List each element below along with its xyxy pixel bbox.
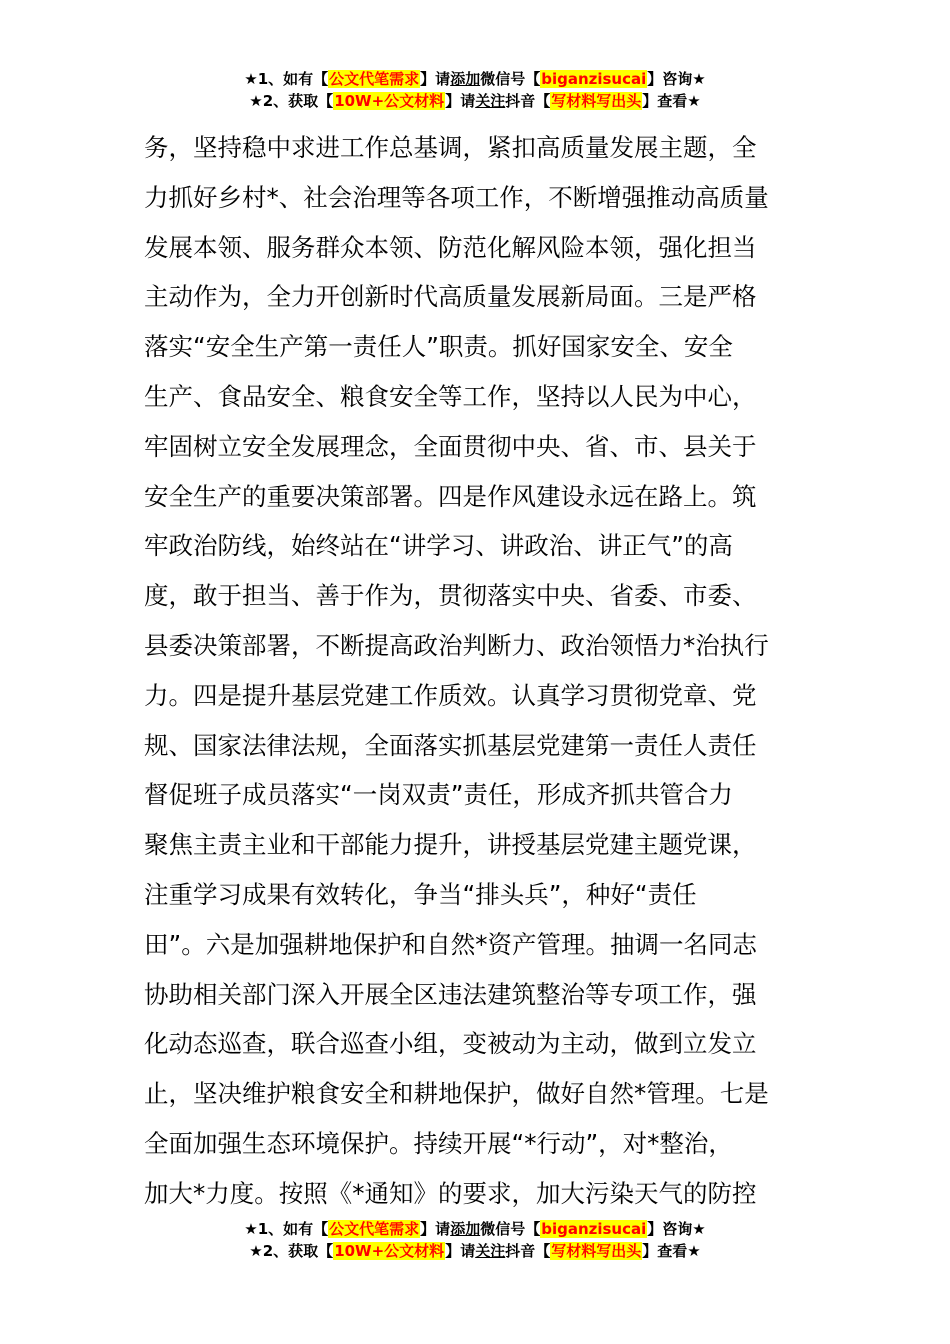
banner-text: 微信号【 <box>480 70 541 88</box>
document-body <box>144 123 814 1219</box>
body-line: 度，敢于担当、善于作为，贯彻落实中央、省委、市委、 <box>144 581 757 611</box>
footer-banner <box>0 1218 950 1262</box>
banner-line-1 <box>0 68 950 90</box>
body-line: 安全生产的重要决策部署。四是作风建设永远在路上。筑 <box>144 481 757 511</box>
banner-text: ★2、获取【 <box>249 1242 334 1260</box>
banner-text: 】请 <box>445 1242 476 1260</box>
banner-line-2 <box>0 1240 950 1262</box>
banner-underlined-text: 关注 <box>475 92 506 110</box>
body-line: 生产、食品安全、粮食安全等工作，坚持以人民为中心， <box>144 381 757 411</box>
body-line: 协助相关部门深入开展全区违法建筑整治等专项工作，强 <box>144 979 757 1009</box>
banner-underlined-text: 添加 <box>450 1220 481 1238</box>
body-line: 注重学习成果有效转化，争当“排头兵”，种好“责任 <box>144 879 697 909</box>
banner-text: 】请 <box>445 92 476 110</box>
body-line: 化动态巡查，联合巡查小组，变被动为主动，做到立发立 <box>144 1029 757 1059</box>
banner-text: 】咨询★ <box>647 1220 706 1238</box>
body-line: 主动作为，全力开创新时代高质量发展新局面。三是严格 <box>144 282 757 312</box>
body-line: 聚焦主责主业和干部能力提升，讲授基层党建主题党课， <box>144 830 757 860</box>
banner-text: 抖音【 <box>505 1242 551 1260</box>
banner-highlight: 10W+公文材料 <box>334 92 445 110</box>
body-line: 力抓好乡村*、社会治理等各项工作，不断增强推动高质量 <box>144 182 769 212</box>
body-line: 力。四是提升基层党建工作质效。认真学习贯彻党章、党 <box>144 680 757 710</box>
banner-highlight: 公文代笔需求 <box>329 1220 420 1238</box>
body-line: 牢政治防线，始终站在“讲学习、讲政治、讲正气”的高 <box>144 531 733 561</box>
banner-text: 】查看★ <box>642 1242 701 1260</box>
banner-highlight: biganzisucai <box>541 70 647 88</box>
banner-text: 】请 <box>420 70 451 88</box>
banner-text: 】请 <box>420 1220 451 1238</box>
body-line: 牢固树立安全发展理念，全面贯彻中央、省、市、县关于 <box>144 431 757 461</box>
banner-text: 抖音【 <box>505 92 551 110</box>
banner-text: ★1、如有【 <box>244 1220 329 1238</box>
banner-text: 】查看★ <box>642 92 701 110</box>
body-line: 规、国家法律法规，全面落实抓基层党建第一责任人责任 <box>144 730 757 760</box>
banner-highlight: biganzisucai <box>541 1220 647 1238</box>
banner-underlined-text: 添加 <box>450 70 481 88</box>
banner-highlight: 写材料写出头 <box>551 92 642 110</box>
body-line: 县委决策部署，不断提高政治判断力、政治领悟力*治执行 <box>144 630 769 660</box>
banner-text: 】咨询★ <box>647 70 706 88</box>
banner-line-1 <box>0 1218 950 1240</box>
banner-underlined-text: 关注 <box>475 1242 506 1260</box>
banner-highlight: 写材料写出头 <box>551 1242 642 1260</box>
body-line: 田”。六是加强耕地保护和自然*资产管理。抽调一名同志 <box>144 929 757 959</box>
banner-highlight: 公文代笔需求 <box>329 70 420 88</box>
body-line: 务，坚持稳中求进工作总基调，紧扣高质量发展主题，全 <box>144 133 757 162</box>
banner-line-2 <box>0 90 950 112</box>
banner-highlight: 10W+公文材料 <box>334 1242 445 1260</box>
body-line: 督促班子成员落实“一岗双责”责任，形成齐抓共管合力 <box>144 780 733 810</box>
body-line: 止，坚决维护粮食安全和耕地保护，做好自然*管理。七是 <box>144 1079 769 1109</box>
body-line: 加大*力度。按照《*通知》的要求，加大污染天气的防控 <box>144 1178 757 1208</box>
body-line: 落实“安全生产第一责任人”职责。抓好国家安全、安全 <box>144 332 733 362</box>
banner-text: 微信号【 <box>480 1220 541 1238</box>
banner-text: ★1、如有【 <box>244 70 329 88</box>
body-line: 发展本领、服务群众本领、防范化解风险本领，强化担当 <box>144 232 757 262</box>
banner-text: ★2、获取【 <box>249 92 334 110</box>
header-banner <box>0 68 950 112</box>
body-line: 全面加强生态环境保护。持续开展“*行动”，对*整治， <box>144 1128 733 1158</box>
